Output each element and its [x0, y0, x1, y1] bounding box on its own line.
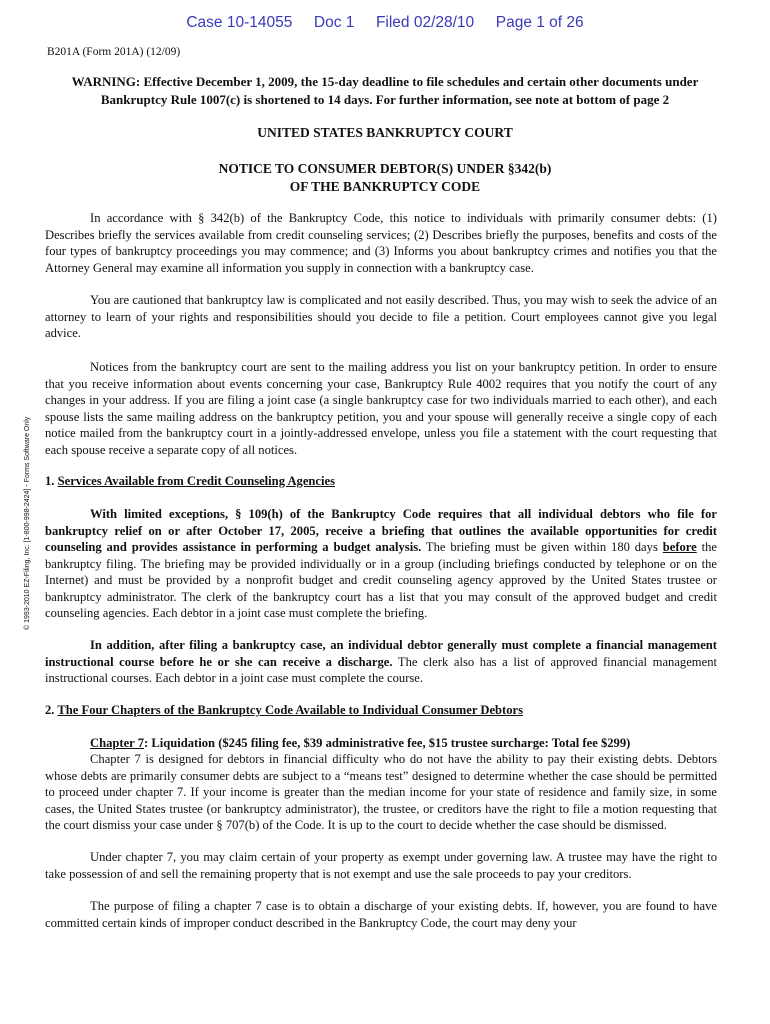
form-id: B201A (Form 201A) (12/09): [47, 46, 181, 58]
chapter7-heading: [45, 735, 717, 752]
chapter7-label: Chapter 7: [90, 736, 144, 750]
intro-paragraph-2: You are cautioned that bankruptcy law is complicated and not easily described. Thus, you may wish to seek the advice of an attorney to learn of your rights and responsibilities should you decide to file a petition. Court employees cannot give you legal advice.: [45, 293, 717, 340]
section2-heading: [45, 703, 523, 718]
briefing-requirement: With limited exceptions, § 109(h) of the Bankruptcy Code requires that all individual debtors who file for bankruptcy relief on or after October 17, 2005, receive a briefing that outlines the available opportunities for credit counseling and provides assistance in performing a budget analysis.: [45, 507, 717, 554]
case-number: Case 10-14055: [186, 14, 293, 31]
case-header: [0, 14, 770, 32]
chapter7-title: : Liquidation ($245 filing fee, $39 administrative fee, $15 trustee surcharge: Total fee $299): [144, 736, 631, 750]
section1-heading: [45, 474, 335, 489]
briefing-text-b: the bankruptcy filing. The briefing may be provided individually or in a group (including briefings conducted by telephone or on the Internet) and must be provided by a nonprofit budget and credit counseling agency approved by the United States trustee or bankruptcy administrator. The clerk of the bankruptcy court has a list that you may consult of the approved budget and credit counseling agencies. Each debtor in a joint case must complete the briefing.: [45, 540, 718, 620]
section1-number: 1.: [45, 474, 55, 488]
intro-paragraph-3: Notices from the bankruptcy court are sent to the mailing address you list on your bankruptcy petition. In order to ensure that you receive information about events concerning your case, Bankruptcy Rule 4002 requires that you notify the court of any changes in your address. If you are filing a joint case (a single bankruptcy case for two individuals married to each other), and each spouse lists the same mailing address on the bankruptcy petition, you and your spouse will generally receive a single copy of each notice mailed from the bankruptcy court in a jointly-addressed envelope, unless you file a statement with the court requesting that each spouse receive a separate copy of all notices.: [45, 360, 717, 457]
filed-date: Filed 02/28/10: [375, 14, 475, 31]
course-requirement: In addition, after filing a bankruptcy case, an individual debtor generally must complete a financial management instructional course before he or she can receive a discharge.: [45, 638, 717, 669]
doc-number: Doc 1: [313, 14, 355, 31]
before-emphasis: before: [662, 540, 697, 554]
course-text: The clerk also has a list of approved financial management instructional courses. Each debtor in a joint case must complete the course.: [45, 654, 717, 685]
chapter7-paragraph-2: Under chapter 7, you may claim certain of your property as exempt under governing law. A trustee may have the right to take possession of and sell the remaining property that is not exempt and use the sale proceeds to pay your creditors.: [45, 850, 717, 881]
sidebar-copyright: © 1993-2010 EZ-Filing, Inc. [1-800-998-2424] - Forms Software Only: [24, 416, 31, 630]
section1-paragraph-2: [45, 637, 717, 687]
section1-title: Services Available from Credit Counseling Agencies: [57, 474, 336, 488]
notice-title-line1: NOTICE TO CONSUMER DEBTOR(S) UNDER §342(b): [218, 161, 552, 176]
section1-paragraph-1: [45, 506, 717, 622]
page-number: Page 1 of 26: [495, 14, 584, 31]
chapter7-paragraph-3: The purpose of filing a chapter 7 case is to obtain a discharge of your existing debts. If, however, you are found to have committed certain kinds of improper conduct described in the Bankruptcy Code, the court may deny your: [45, 899, 717, 930]
chapter7-paragraph-1: Chapter 7 is designed for debtors in financial difficulty who do not have the ability to pay their existing debts. Debtors whose debts are primarily consumer debts are subject to a “means test” designed to determine whether the case should be permitted to proceed under chapter 7. If your income is greater than the median income for your state of residence and family size, in some cases, the United States trustee (or bankruptcy administrator), the trustee, or creditors have the right to file a motion requesting that the court dismiss your case under § 707(b) of the Code. It is up to the court to decide whether the case should be dismissed.: [45, 752, 717, 832]
notice-title-line2: OF THE BANKRUPTCY CODE: [289, 179, 481, 194]
section2-title: The Four Chapters of the Bankruptcy Code Available to Individual Consumer Debtors: [57, 703, 524, 717]
court-title: UNITED STATES BANKRUPTCY COURT: [257, 125, 513, 140]
intro-paragraph-1: In accordance with § 342(b) of the Bankruptcy Code, this notice to individuals with primarily consumer debts: (1) Describes briefly the services available from credit counseling services; (2) Describes briefly the purposes, benefits and costs of the four types of bankruptcy proceedings you may commence; and (3) Informs you about bankruptcy crimes and notifies you that the Attorney General may examine all information you supply in connection with a bankruptcy case.: [45, 211, 717, 275]
warning-notice: WARNING: Effective December 1, 2009, the 15-day deadline to file schedules and certain other documents under Bankruptcy Rule 1007(c) is shortened to 14 days. For further information, see note at bottom of page 2: [71, 74, 699, 107]
briefing-text-a: The briefing must be given within 180 days: [421, 540, 663, 554]
section2-number: 2.: [45, 703, 55, 717]
